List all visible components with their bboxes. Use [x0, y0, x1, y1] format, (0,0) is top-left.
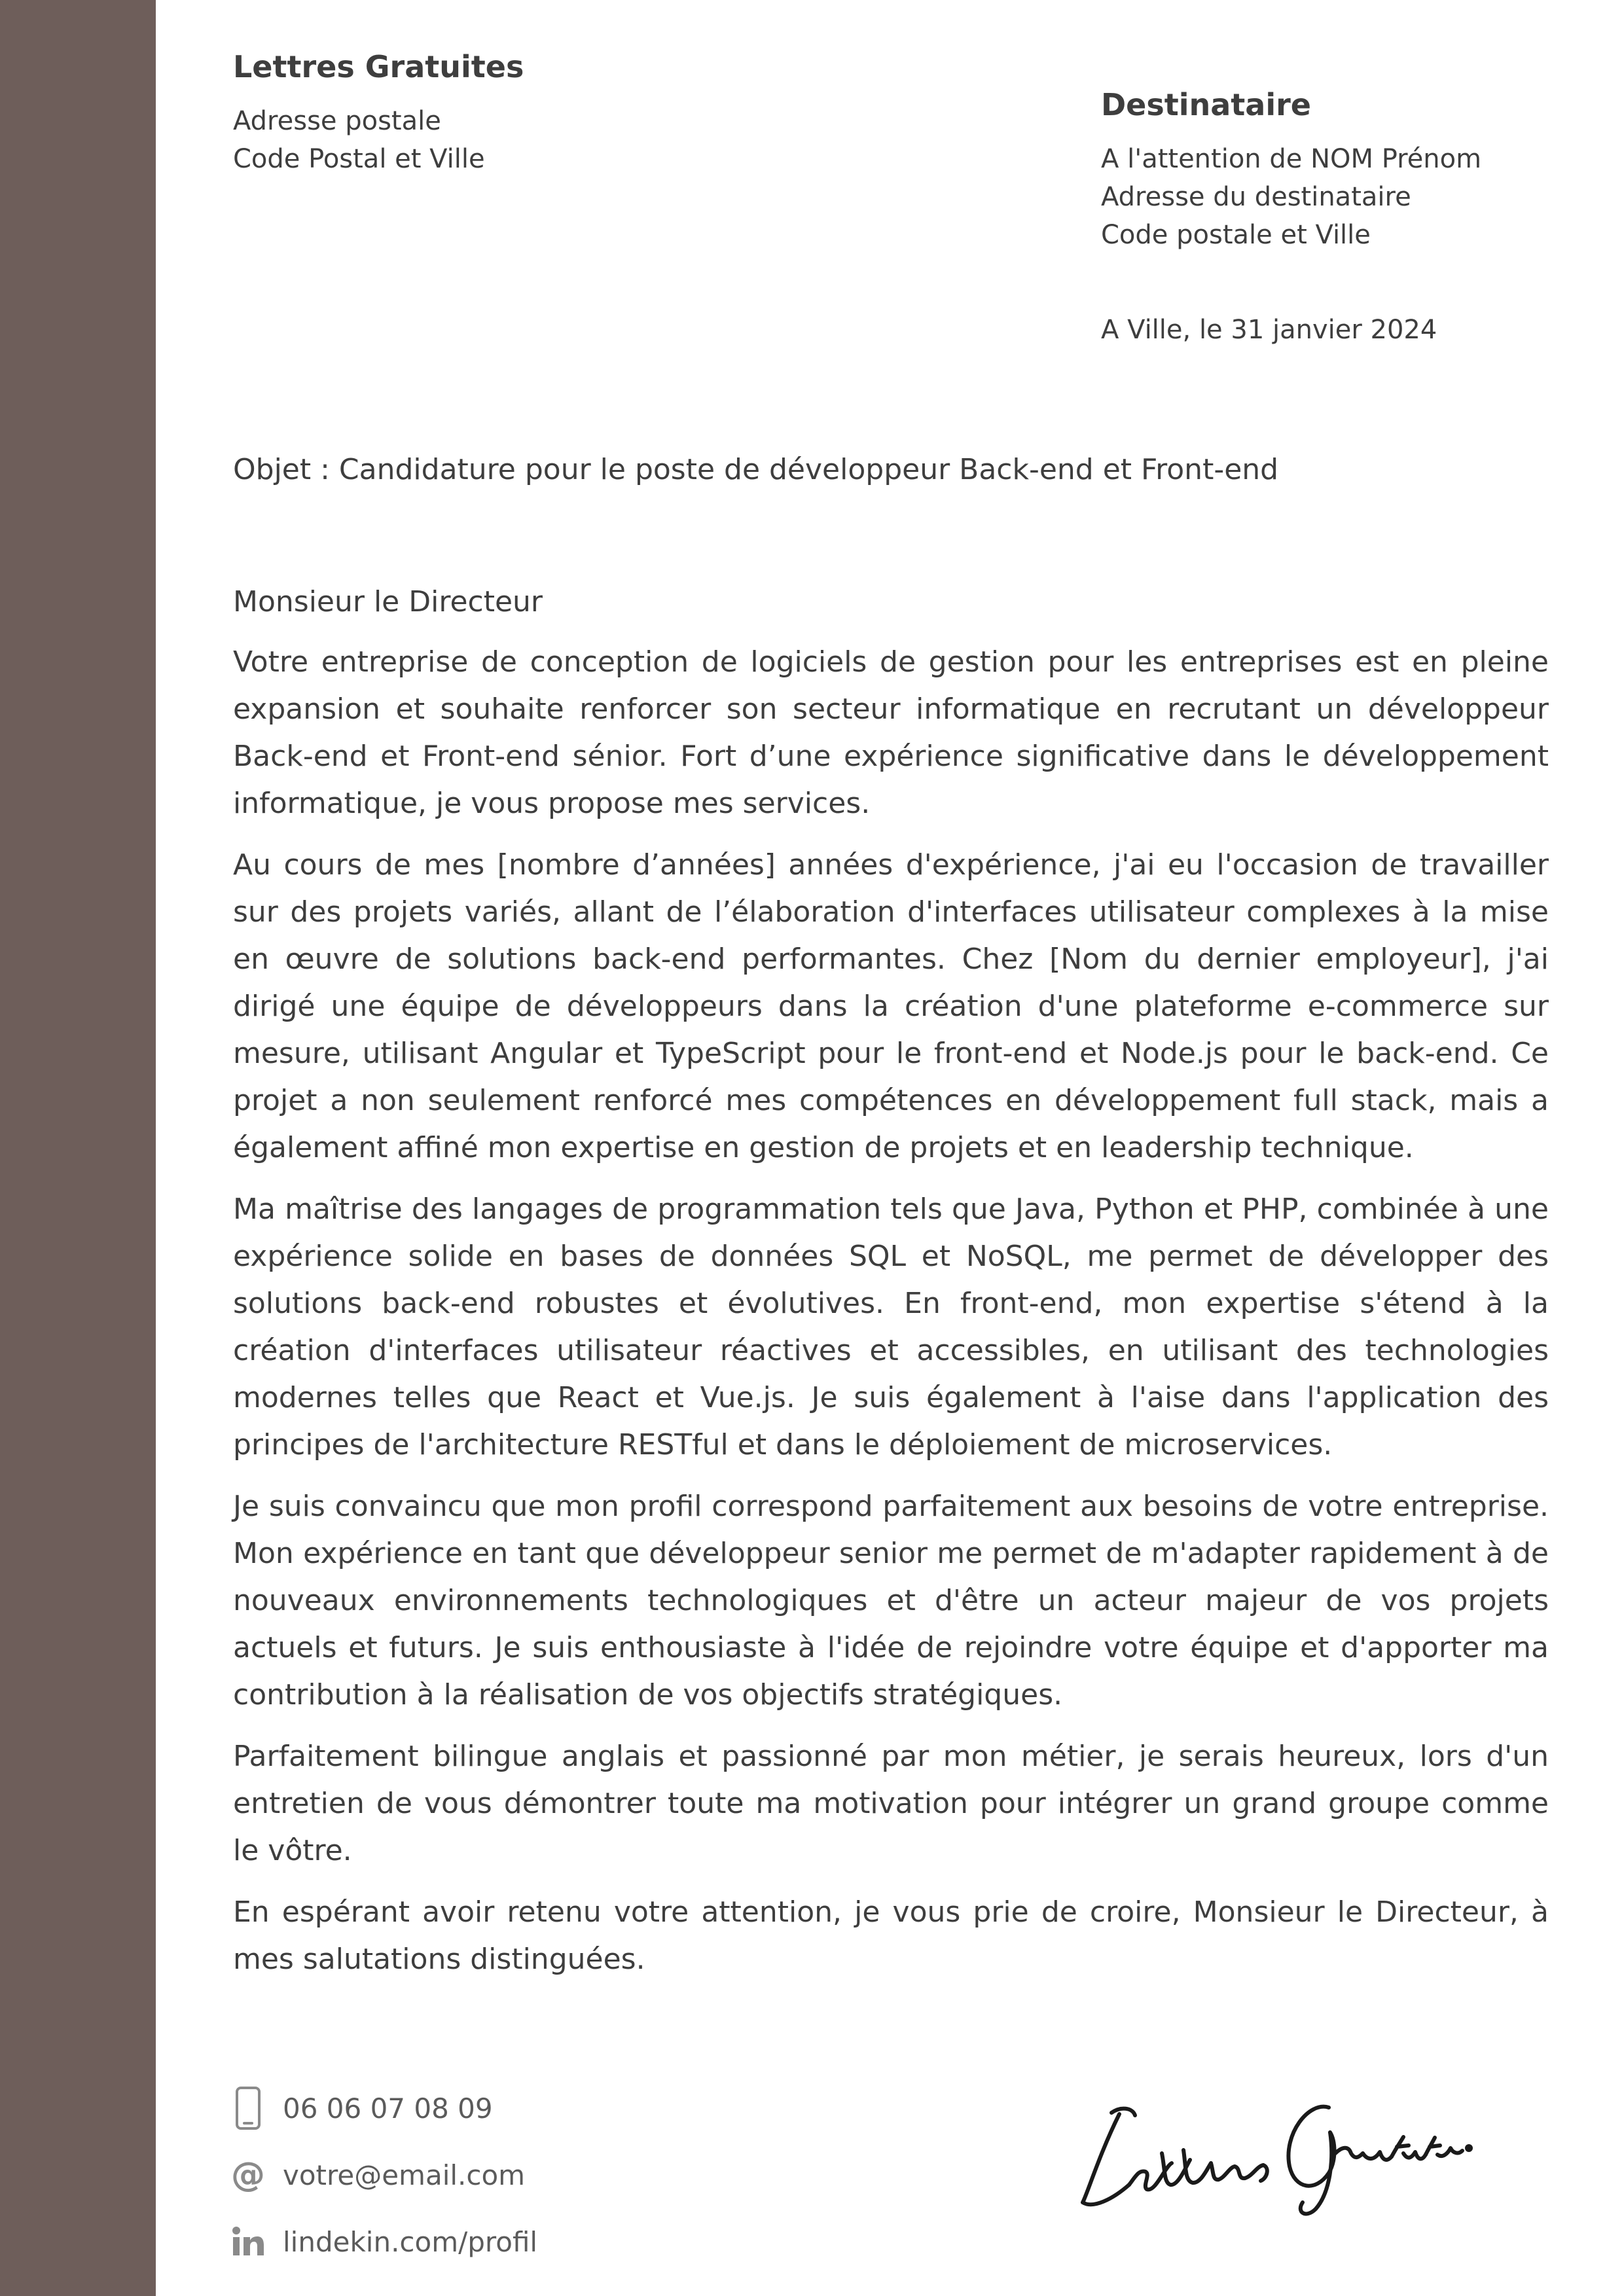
- paragraph-5: Parfaitement bilingue anglais et passionné par mon métier, je serais heureux, lors d'un entretien de vous démontrer toute ma motivation pour intégrer un grand groupe comme le vôtre.: [233, 1740, 1549, 1867]
- recipient-title: Destinataire: [1101, 87, 1311, 122]
- letter-body: [233, 579, 1549, 1998]
- contact-phone: [230, 2085, 820, 2132]
- paragraph-4: Je suis convaincu que mon profil correspond parfaitement aux besoins de votre entreprise. Mon expérience en tant que développeur senior me permet de m'adapter rapidement à de nouveaux environnements technologiques et d'être un acteur majeur de vos projets actuels et futurs. Je suis enthousiaste à l'idée de rejoindre votre équipe et d'apporter ma contribution à la réalisation de vos objectifs stratégiques.: [233, 1490, 1549, 1712]
- contact-linkedin: [230, 2218, 820, 2265]
- sidebar-band: [0, 0, 156, 2296]
- sender-name: Lettres Gratuites: [233, 49, 524, 84]
- contact-block: [230, 2085, 820, 2285]
- paragraph-6: En espérant avoir retenu votre attention, je vous prie de croire, Monsieur le Directeur, à mes salutations distinguées.: [233, 1895, 1549, 1976]
- letter-greeting: Monsieur le Directeur: [233, 585, 543, 619]
- letter-subject: Objet : Candidature pour le poste de développeur Back-end et Front-end: [233, 453, 1279, 486]
- linkedin-icon: [230, 2218, 266, 2265]
- recipient-attention: A l'attention de NOM Prénom: [1101, 144, 1482, 174]
- recipient-block: [1101, 81, 1598, 254]
- sender-block: [233, 43, 822, 178]
- at-icon: @: [231, 2155, 265, 2195]
- recipient-address: Adresse du destinataire: [1101, 182, 1411, 212]
- paragraph-3: Ma maîtrise des langages de programmation tels que Java, Python et PHP, combinée à une expérience solide en bases de données SQL et NoSQL, me permet de développer des solutions back-end robustes et évolutives. En front-end, mon expertise s'étend à la création d'interfaces utilisateur réactives et accessibles, en utilisant des technologies modernes telles que React et Vue.js. Je suis également à l'aise dans l'application des principes de l'architecture RESTful et dans le déploiement de microservices.: [233, 1193, 1549, 1462]
- phone-number: 06 06 07 08 09: [283, 2092, 493, 2125]
- phone-icon: [230, 2085, 266, 2132]
- recipient-postal-city: Code postale et Ville: [1101, 220, 1371, 250]
- letter-date: A Ville, le 31 janvier 2024: [1101, 315, 1437, 345]
- paragraph-1: Votre entreprise de conception de logiciels de gestion pour les entreprises est en pleine expansion et souhaite renforcer son secteur informatique en recrutant un développeur Back-end et Front-end sénior. Fort d’une expérience significative dans le développement informatique, je vous propose mes services.: [233, 645, 1549, 820]
- linkedin-url: lindekin.com/profil: [283, 2225, 538, 2258]
- email-address: votre@email.com: [283, 2159, 526, 2191]
- handwritten-signature: [1074, 2055, 1479, 2225]
- paragraph-2: Au cours de mes [nombre d’années] années d'expérience, j'ai eu l'occasion de travailler sur des projets variés, allant de l’élaboration d'interfaces utilisateur complexes à la mise en œuvre de solutions back-end performantes. Chez [Nom du dernier employeur], j'ai dirigé une équipe de développeurs dans la création d'une plateforme e-commerce sur mesure, utilisant Angular et TypeScript pour le front-end et Node.js pour le back-end. Ce projet a non seulement renforcé mes compétences en développement full stack, mais a également affiné mon expertise en gestion de projets et en leadership technique.: [233, 848, 1549, 1164]
- sender-postal-city: Code Postal et Ville: [233, 144, 485, 174]
- contact-email: [230, 2151, 820, 2198]
- sender-address: Adresse postale: [233, 106, 441, 136]
